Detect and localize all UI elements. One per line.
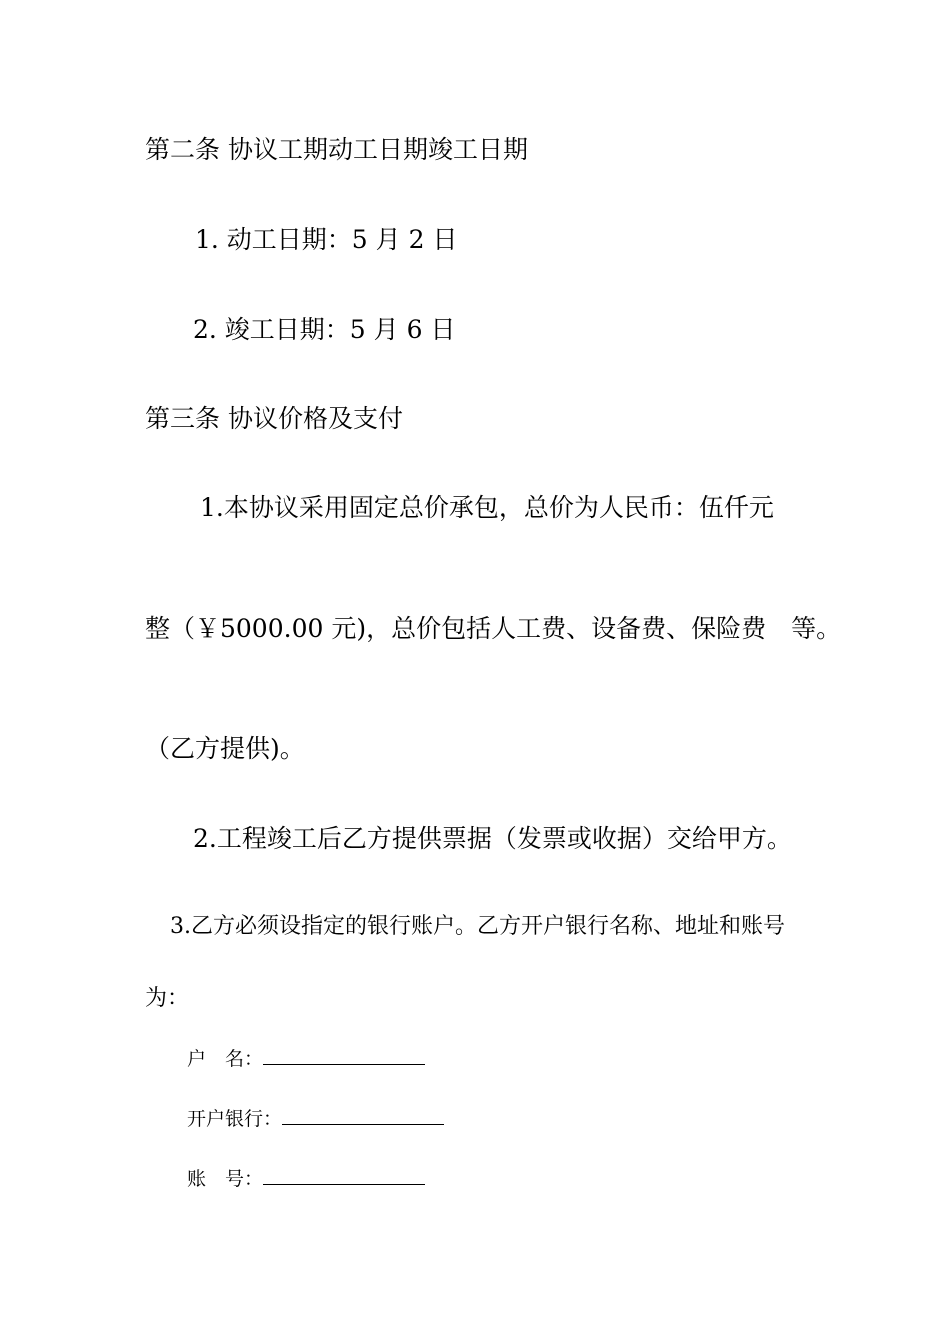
- bank-field[interactable]: [282, 1106, 444, 1125]
- article2-heading: 第二条 协议工期动工日期竣工日期: [145, 135, 528, 164]
- bank-clause-line-2: 为：: [145, 986, 190, 1011]
- account-name-label: 户 名：: [187, 1048, 264, 1070]
- bank-clause-line-1: 3.乙方必须设指定的银行账户。乙方开户银行名称、地址和账号: [170, 914, 785, 939]
- article3-heading: 第三条 协议价格及支付: [145, 404, 403, 433]
- bank-row: [187, 1106, 444, 1129]
- start-date: 1. 动工日期：5 月 2 日: [195, 225, 458, 254]
- completion-date: 2. 竣工日期：5 月 6 日: [193, 315, 456, 344]
- price-clause-line-1: 1.本协议采用固定总价承包，总价为人民币：伍仟元: [200, 493, 774, 522]
- invoice-clause: 2.工程竣工后乙方提供票据（发票或收据）交给甲方。: [193, 824, 792, 853]
- account-number-label: 账 号：: [187, 1168, 264, 1190]
- account-number-row: [187, 1166, 425, 1189]
- price-clause-line-3: （乙方提供)。: [145, 734, 305, 763]
- account-name-row: [187, 1046, 425, 1069]
- price-clause-line-2: 整（￥5000.00 元)，总价包括人工费、设备费、保险费 等。: [145, 614, 842, 643]
- bank-label: 开户银行：: [187, 1108, 283, 1130]
- account-name-field[interactable]: [263, 1046, 425, 1065]
- account-number-field[interactable]: [263, 1166, 425, 1185]
